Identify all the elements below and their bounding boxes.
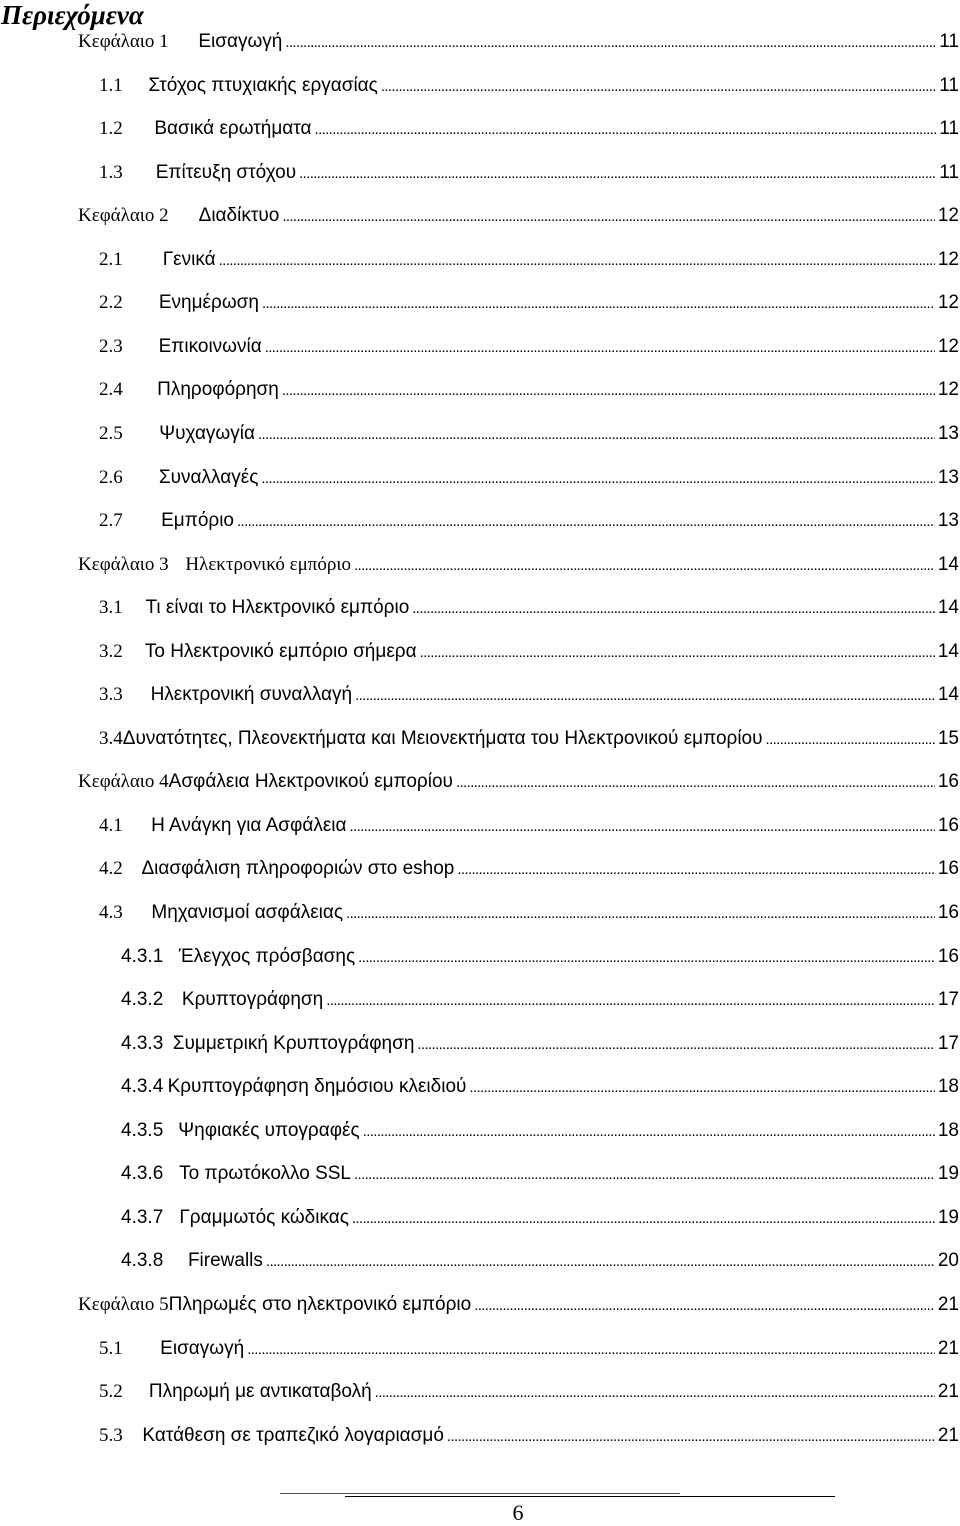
dot-leader [265, 332, 935, 363]
dot-leader [420, 637, 935, 668]
toc-entry-number: 2.7 [99, 510, 123, 532]
toc-entry-title: Πληρωμή με αντικαταβολή [148, 1381, 372, 1403]
toc-entry-title: Ψηφιακές υπογραφές [178, 1119, 360, 1141]
toc-entry-page: 12 [937, 335, 959, 357]
dot-leader [375, 1377, 935, 1408]
toc-entry[interactable] [121, 1072, 959, 1102]
toc-entry-page: 17 [937, 989, 959, 1011]
toc-entry-number: 5.3 [99, 1424, 123, 1446]
footer-divider [280, 1493, 680, 1494]
dot-leader [326, 985, 935, 1016]
toc-entry-title: Επίτευξη στόχου [155, 161, 297, 183]
toc-entry-page: 20 [937, 1250, 959, 1272]
toc-entry-title: Εισαγωγή [198, 31, 283, 52]
toc-entry[interactable] [99, 114, 959, 144]
toc-entry[interactable] [99, 1421, 959, 1451]
toc-entry-title: Ηλεκτρονική συναλλαγή [150, 684, 353, 706]
dot-leader [261, 463, 934, 494]
toc-entry-title: Έλεγχος πρόσβασης [178, 945, 356, 967]
toc-entry-number: 4.3.6 [121, 1163, 164, 1185]
toc-entry-page: 19 [937, 1163, 959, 1185]
toc-entry-page: 14 [937, 553, 959, 575]
dot-leader [457, 854, 934, 885]
toc-entry-title: Γενικά [162, 248, 216, 270]
toc-entry-page: 12 [937, 292, 959, 314]
toc-entry-page: 11 [939, 161, 959, 183]
toc-entry-title: Ηλεκτρονικό εμπόριο [185, 553, 351, 575]
toc-entry-number: 4.3 [99, 902, 123, 923]
toc-entry-title: Εμπόριο [161, 510, 234, 532]
toc-entry-number: 1.2 [99, 118, 123, 140]
dot-leader [352, 1203, 935, 1234]
toc-entry-number: 5.1 [99, 1337, 123, 1359]
toc-entry-title: Διασφάλιση πληροφοριών στο eshop [141, 858, 455, 880]
dot-leader [354, 550, 935, 581]
toc-entry-page: 21 [937, 1424, 959, 1446]
toc-entry-page: 16 [937, 945, 959, 967]
toc-entry-number: Κεφάλαιο 1 [78, 31, 169, 52]
toc-entry-page: 21 [937, 1293, 959, 1315]
dot-leader [358, 942, 935, 973]
dot-leader [299, 158, 936, 189]
toc-entry-title: Κρυπτογράφηση [181, 989, 324, 1011]
toc-entry-number: 4.3.3 [121, 1032, 164, 1054]
toc-entry-title: Ενημέρωση [158, 292, 259, 314]
toc-entry-number: 2.5 [99, 422, 123, 444]
toc-entry-page: 11 [939, 118, 959, 140]
toc-entry-number: Κεφάλαιο 2 [78, 205, 169, 227]
toc-entry-title: Βασικά ερωτήματα [154, 118, 312, 140]
dot-leader [469, 1072, 934, 1103]
toc-entry[interactable] [99, 463, 959, 493]
dot-leader [354, 1159, 935, 1190]
toc-entry-title: Διαδίκτυο [198, 205, 280, 227]
toc-entry[interactable] [99, 506, 959, 536]
toc-entry-title: Η Ανάγκη για Ασφάλεια [151, 814, 347, 836]
toc-entry-title: Το πρωτόκολλο SSL [179, 1163, 352, 1185]
dot-leader [219, 245, 935, 276]
toc-entry-number: 2.4 [99, 379, 123, 401]
toc-entry[interactable] [99, 724, 959, 754]
toc-chapter-entry[interactable] [78, 550, 959, 580]
toc-entry-title: Firewalls [187, 1250, 263, 1272]
toc-entry-number: 4.3.2 [121, 989, 164, 1011]
dot-leader [456, 767, 935, 798]
toc-entry[interactable] [99, 593, 959, 623]
toc-entry-title: Κρυπτογράφηση δημόσιου κλειδιού [167, 1076, 467, 1098]
toc-entry-page: 14 [937, 684, 959, 706]
toc-entry-title: Στόχος πτυχιακής εργασίας [148, 74, 378, 96]
toc-entry-title: Ασφάλεια Ηλεκτρονικού εμπορίου [168, 771, 453, 793]
toc-entry[interactable] [121, 1116, 959, 1146]
toc-entry-number: 2.3 [99, 335, 123, 357]
toc-entry[interactable] [99, 898, 959, 928]
toc-entry-number: 4.3.5 [121, 1119, 164, 1141]
toc-chapter-entry[interactable] [78, 1290, 959, 1320]
toc-entry-title: Πληρωμές στο ηλεκτρονικό εμπόριο [168, 1293, 472, 1315]
toc-entry[interactable] [99, 680, 959, 710]
toc-entry-number: Κεφάλαιο 4 [78, 771, 169, 793]
toc-entry-number: 5.2 [99, 1381, 123, 1403]
toc-entry-page: 15 [937, 727, 959, 749]
dot-leader [247, 1334, 935, 1365]
toc-entry-page: 16 [937, 771, 959, 793]
toc-entry-page: 21 [937, 1381, 959, 1403]
toc-entry-title: Εισαγωγή [160, 1337, 245, 1359]
toc-entry[interactable] [99, 854, 959, 884]
toc-chapter-entry[interactable] [78, 767, 959, 797]
toc-title: Περιεχόμενα [1, 0, 144, 30]
dot-leader [266, 1246, 935, 1277]
page-number: 6 [512, 1500, 524, 1525]
toc-entry-number: 4.3.4 [121, 1076, 164, 1098]
toc-entry-title: Τι είναι το Ηλεκτρονικό εμπόριο [145, 597, 410, 619]
toc-entry[interactable] [121, 985, 959, 1015]
toc-entry-page: 13 [937, 466, 959, 488]
toc-entry-number: Κεφάλαιο 5 [78, 1293, 169, 1315]
dot-leader [237, 506, 935, 537]
toc-entry-title: Δυνατότητες, Πλεονεκτήματα και Μειονεκτήματα του Ηλεκτρονικού εμπορίου [122, 727, 763, 749]
toc-entry-number: 4.3.7 [121, 1206, 164, 1228]
toc-entry-page: 13 [937, 422, 959, 444]
dot-leader [282, 375, 935, 406]
toc-entry-number: 1.3 [99, 161, 123, 183]
dot-leader [363, 1116, 935, 1147]
toc-entry-title: Πληροφόρηση [157, 379, 279, 401]
toc-entry-page: 13 [937, 510, 959, 532]
toc-chapter-entry[interactable] [78, 201, 959, 231]
dot-leader [766, 724, 935, 755]
toc-entry[interactable] [99, 288, 959, 318]
toc-entry[interactable] [121, 1246, 959, 1276]
dot-leader [350, 811, 935, 842]
toc-entry-title: Μηχανισμοί ασφάλειας [151, 902, 344, 923]
dot-leader [447, 1421, 935, 1452]
toc-entry-page: 18 [937, 1119, 959, 1141]
dot-leader [262, 288, 935, 319]
toc-entry-page: 16 [937, 814, 959, 836]
toc-entry-number: 3.2 [99, 640, 123, 662]
dot-leader [285, 27, 936, 58]
dot-leader [282, 201, 935, 232]
toc-entry-number: 2.2 [99, 292, 123, 314]
toc-chapter-entry[interactable] [78, 27, 959, 57]
toc-entry[interactable] [99, 1377, 959, 1407]
toc-entry-number: 4.3.8 [121, 1250, 164, 1272]
footer-divider-secondary [345, 1496, 835, 1497]
toc-entry[interactable] [99, 158, 959, 188]
toc-entry-title: Ψυχαγωγία [159, 422, 255, 444]
toc-entry-page: 12 [937, 205, 959, 227]
dot-leader [381, 71, 936, 102]
toc-entry[interactable] [99, 332, 959, 362]
toc-entry-number: 3.3 [99, 684, 123, 706]
toc-entry-number: Κεφάλαιο 3 [78, 553, 169, 575]
toc-entry[interactable] [99, 637, 959, 667]
toc-entry[interactable] [121, 1029, 959, 1059]
toc-entry-page: 14 [937, 640, 959, 662]
toc-entry-title: Κατάθεση σε τραπεζικό λογαριασμό [142, 1424, 444, 1446]
toc-entry-page: 16 [937, 858, 959, 880]
toc-entry-page: 12 [937, 379, 959, 401]
toc-entry-number: 1.1 [99, 74, 123, 96]
toc-entry-page: 11 [939, 74, 959, 96]
toc-entry[interactable] [99, 245, 959, 275]
toc-entry-page: 16 [937, 902, 959, 923]
toc-entry-page: 21 [937, 1337, 959, 1359]
toc-entry[interactable] [99, 419, 959, 449]
dot-leader [355, 680, 935, 711]
toc-entry-page: 17 [937, 1032, 959, 1054]
toc-entry-title: Συναλλαγές [158, 466, 259, 488]
dot-leader [346, 898, 935, 929]
toc-entry-title: Γραμμωτός κώδικας [179, 1206, 349, 1228]
toc-entry-number: 4.3.1 [121, 945, 164, 967]
toc-entry-page: 11 [939, 31, 959, 52]
toc-entry[interactable] [99, 71, 959, 101]
toc-entry-number: 2.1 [99, 248, 123, 270]
toc-entry[interactable] [99, 1334, 959, 1364]
dot-leader [315, 114, 937, 145]
dot-leader [474, 1290, 935, 1321]
toc-entry[interactable] [121, 1203, 959, 1233]
dot-leader [417, 1029, 934, 1060]
toc-entry[interactable] [99, 811, 959, 841]
toc-entry-page: 19 [937, 1206, 959, 1228]
toc-entry-number: 4.1 [99, 814, 123, 836]
toc-entry[interactable] [121, 942, 959, 972]
toc-entry-page: 12 [937, 248, 959, 270]
toc-entry-number: 3.4 [99, 727, 123, 749]
toc-entry[interactable] [121, 1159, 959, 1189]
dot-leader [412, 593, 935, 624]
toc-entry-title: Επικοινωνία [158, 335, 262, 357]
toc-entry-number: 4.2 [99, 858, 123, 880]
toc-entry-title: Συμμετρική Κρυπτογράφηση [172, 1032, 415, 1054]
toc-entry-title: Το Ηλεκτρονικό εμπόριο σήμερα [144, 640, 417, 662]
toc-entry-page: 14 [937, 597, 959, 619]
toc-entry-page: 18 [937, 1076, 959, 1098]
dot-leader [258, 419, 935, 450]
toc-entry[interactable] [99, 375, 959, 405]
toc-entry-number: 2.6 [99, 466, 123, 488]
toc-entry-number: 3.1 [99, 597, 123, 619]
